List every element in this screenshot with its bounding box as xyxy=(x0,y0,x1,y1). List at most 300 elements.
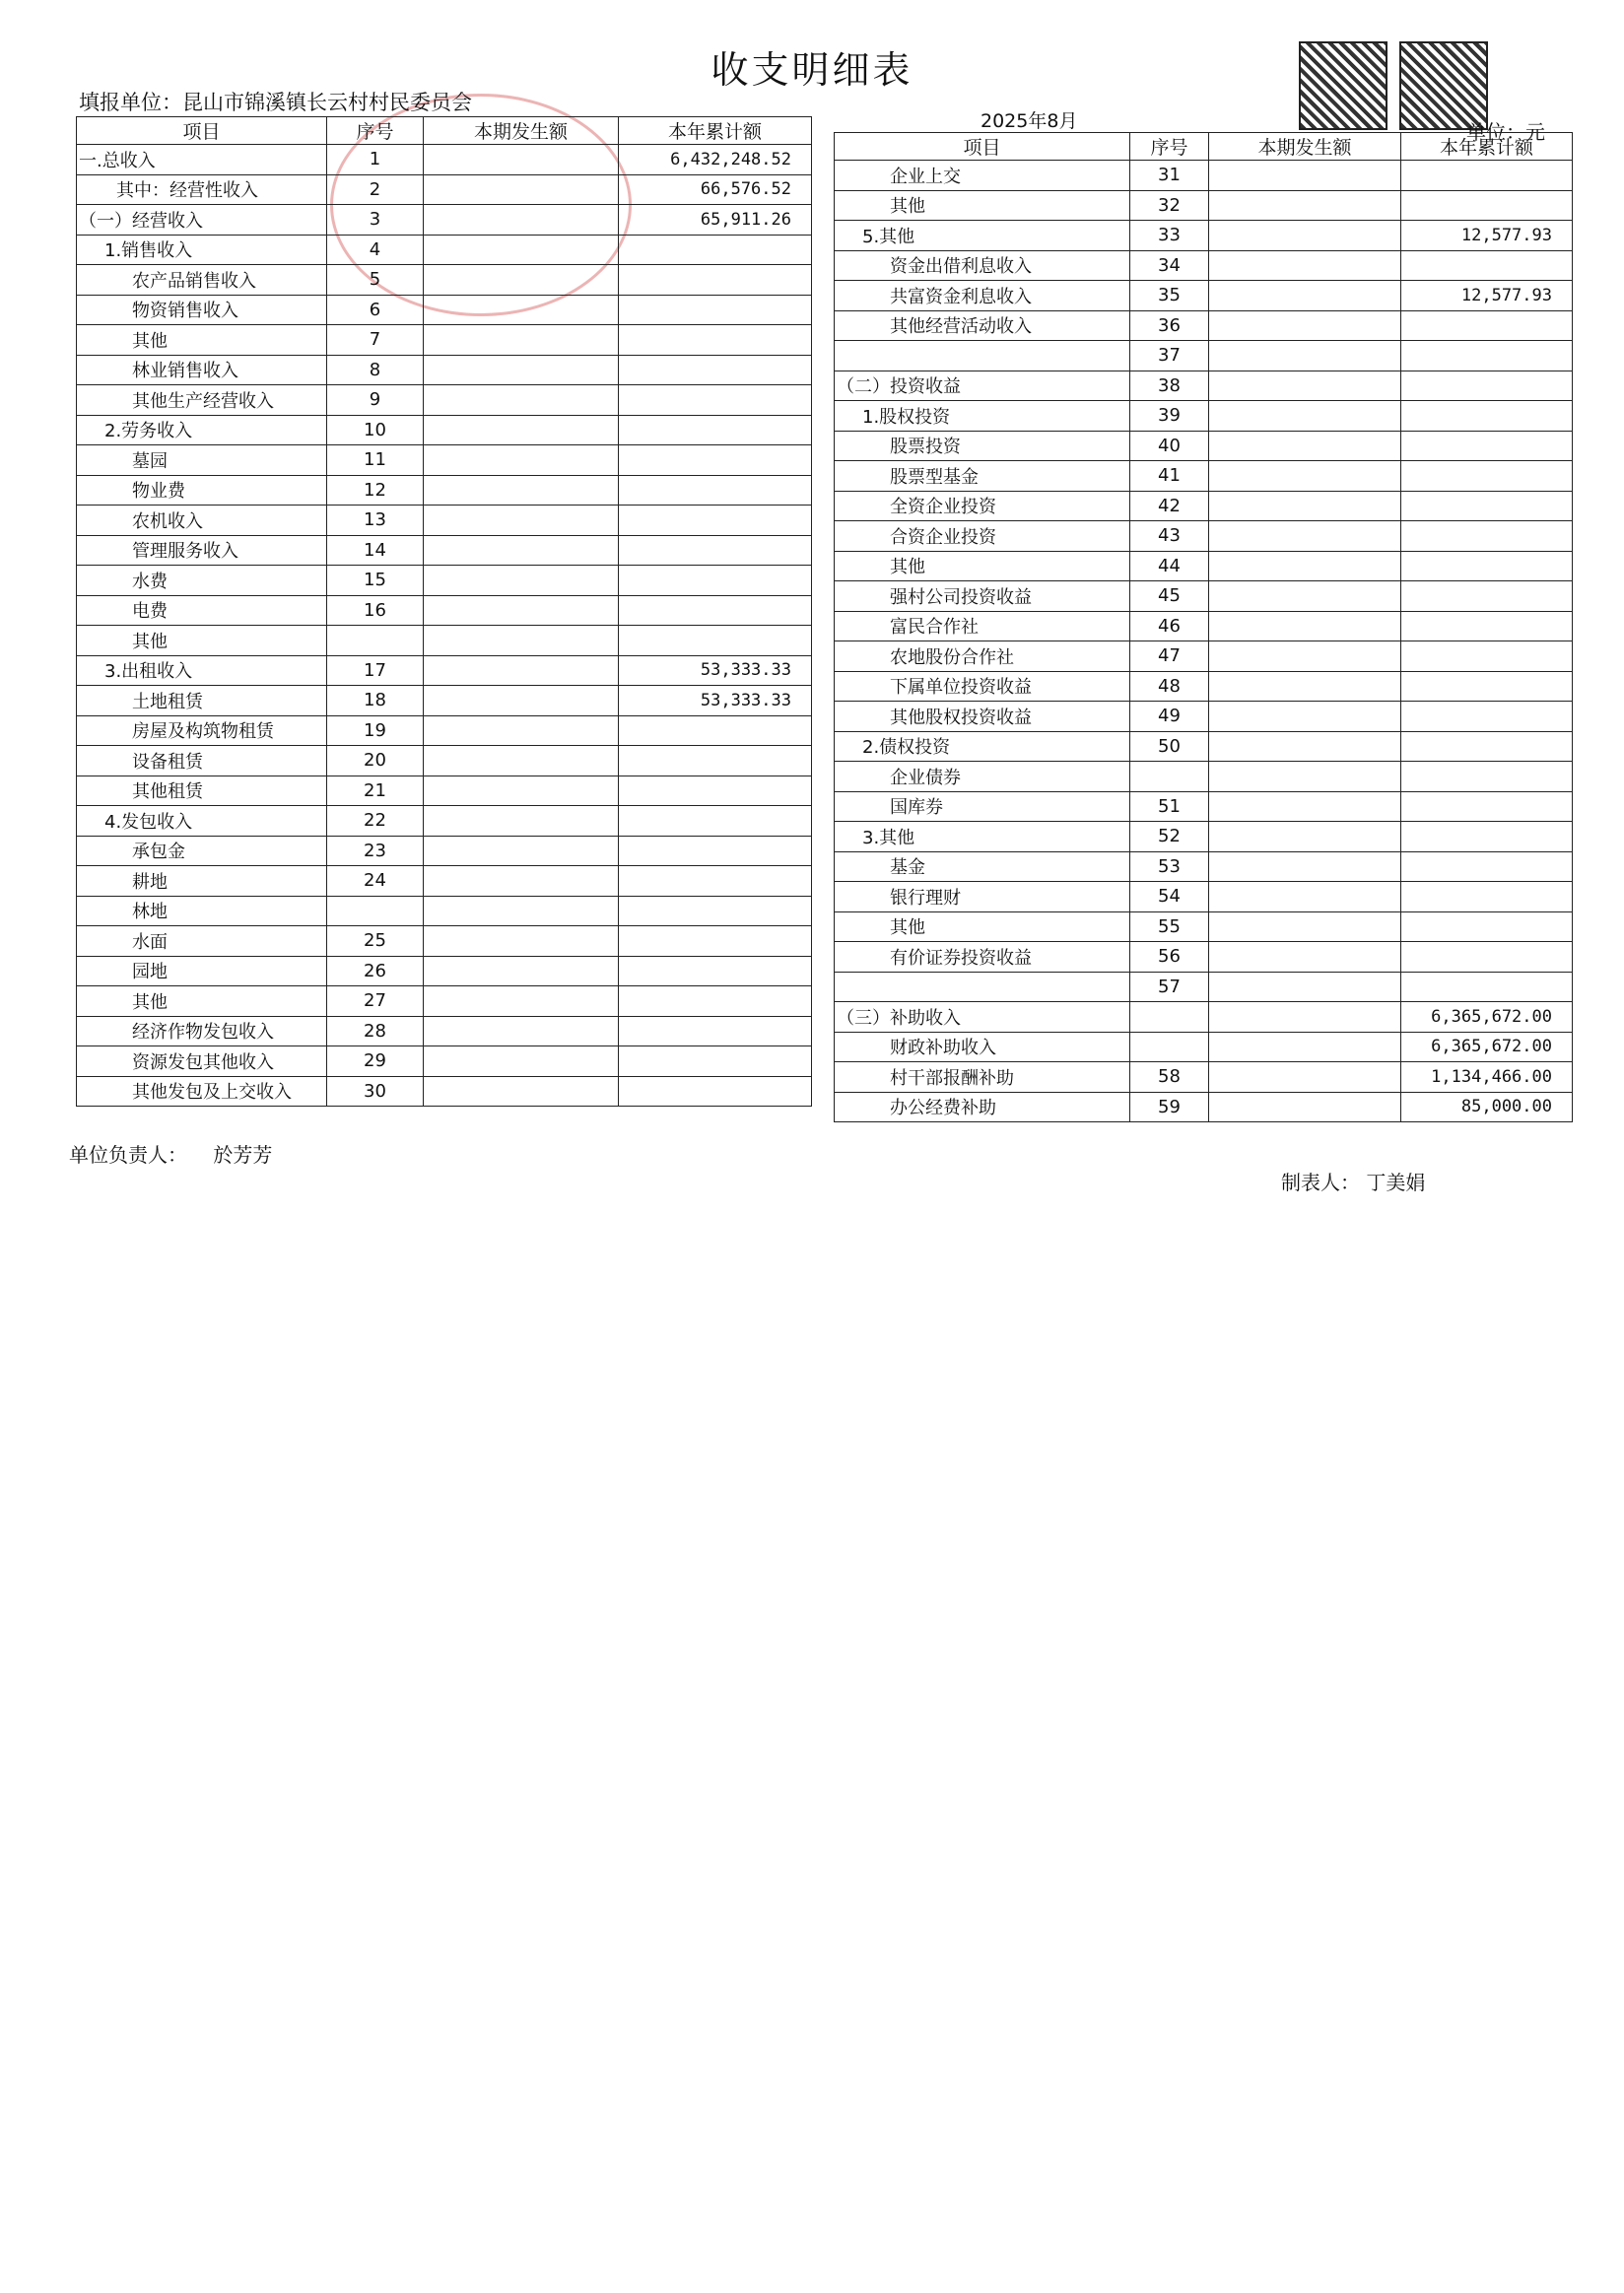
row-item: 承包金 xyxy=(77,836,327,866)
row-item: （三）补助收入 xyxy=(835,1002,1130,1033)
row-current xyxy=(1209,641,1401,672)
row-seq: 48 xyxy=(1130,671,1209,702)
table-row xyxy=(77,1046,812,1077)
row-current xyxy=(1209,851,1401,882)
right-income-table xyxy=(834,132,1573,1122)
row-current xyxy=(424,686,619,716)
table-row xyxy=(835,250,1573,281)
row-item: 合资企业投资 xyxy=(835,521,1130,552)
table-row xyxy=(835,521,1573,552)
row-item: 基金 xyxy=(835,851,1130,882)
row-ytd xyxy=(619,836,812,866)
row-item: 农产品销售收入 xyxy=(77,265,327,296)
row-current xyxy=(1209,521,1401,552)
row-ytd xyxy=(1401,972,1573,1002)
row-item: 全资企业投资 xyxy=(835,491,1130,521)
header-item: 项目 xyxy=(77,117,327,145)
row-item: 其他发包及上交收入 xyxy=(77,1076,327,1107)
row-seq: 42 xyxy=(1130,491,1209,521)
row-current xyxy=(424,986,619,1017)
row-ytd xyxy=(619,626,812,656)
row-current xyxy=(1209,491,1401,521)
row-item: 下属单位投资收益 xyxy=(835,671,1130,702)
row-current xyxy=(1209,1062,1401,1093)
row-current xyxy=(1209,551,1401,581)
row-ytd xyxy=(1401,581,1573,612)
row-item: 其他生产经营收入 xyxy=(77,385,327,416)
row-ytd xyxy=(1401,762,1573,792)
row-current xyxy=(424,235,619,265)
header-ytd: 本年累计额 xyxy=(1401,133,1573,161)
table-row xyxy=(77,956,812,986)
row-current xyxy=(1209,882,1401,912)
row-ytd xyxy=(1401,401,1573,432)
maker-label: 制表人： xyxy=(1281,1171,1360,1194)
row-current xyxy=(424,445,619,476)
row-item: 林业销售收入 xyxy=(77,355,327,385)
header-current: 本期发生额 xyxy=(424,117,619,145)
row-ytd xyxy=(1401,702,1573,732)
table-row xyxy=(77,595,812,626)
row-current xyxy=(424,1046,619,1077)
row-ytd xyxy=(1401,791,1573,822)
table-row xyxy=(835,942,1573,973)
row-current xyxy=(1209,1032,1401,1062)
row-seq: 3 xyxy=(327,205,424,236)
row-item: 股票投资 xyxy=(835,431,1130,461)
row-ytd: 53,333.33 xyxy=(619,686,812,716)
reporting-unit: 填报单位：昆山市锦溪镇长云村村民委员会 xyxy=(79,91,472,114)
row-current xyxy=(424,325,619,356)
row-seq: 57 xyxy=(1130,972,1209,1002)
row-ytd xyxy=(619,265,812,296)
row-item: 其他 xyxy=(835,551,1130,581)
row-seq: 44 xyxy=(1130,551,1209,581)
table-row xyxy=(77,746,812,776)
row-ytd xyxy=(619,535,812,566)
row-item: 办公经费补助 xyxy=(835,1092,1130,1122)
row-item: 房屋及构筑物租赁 xyxy=(77,715,327,746)
row-ytd: 1,134,466.00 xyxy=(1401,1062,1573,1093)
table-row xyxy=(835,1092,1573,1122)
row-ytd xyxy=(1401,371,1573,401)
row-current xyxy=(424,776,619,806)
row-seq: 55 xyxy=(1130,911,1209,942)
row-ytd xyxy=(1401,161,1573,191)
row-seq: 7 xyxy=(327,325,424,356)
table-row xyxy=(77,475,812,506)
row-item: 有价证券投资收益 xyxy=(835,942,1130,973)
row-ytd xyxy=(619,926,812,957)
row-item: 水面 xyxy=(77,926,327,957)
table-row xyxy=(77,626,812,656)
row-seq: 29 xyxy=(327,1046,424,1077)
row-seq: 18 xyxy=(327,686,424,716)
row-ytd xyxy=(1401,431,1573,461)
row-ytd: 53,333.33 xyxy=(619,655,812,686)
row-current xyxy=(1209,822,1401,852)
row-current xyxy=(424,866,619,897)
row-item: 其他 xyxy=(77,986,327,1017)
table-row xyxy=(835,461,1573,492)
row-seq: 30 xyxy=(327,1076,424,1107)
row-ytd xyxy=(1401,822,1573,852)
row-seq: 40 xyxy=(1130,431,1209,461)
table-row xyxy=(77,265,812,296)
table-row xyxy=(77,325,812,356)
table-row xyxy=(835,851,1573,882)
row-current xyxy=(1209,281,1401,311)
row-item: 农地股份合作社 xyxy=(835,641,1130,672)
row-ytd xyxy=(619,445,812,476)
row-current xyxy=(1209,371,1401,401)
table-row xyxy=(835,581,1573,612)
row-item: 物资销售收入 xyxy=(77,295,327,325)
row-current xyxy=(424,506,619,536)
row-item: 4.发包收入 xyxy=(77,806,327,837)
row-item: 3.出租收入 xyxy=(77,655,327,686)
row-seq: 15 xyxy=(327,566,424,596)
row-current xyxy=(424,836,619,866)
row-seq: 20 xyxy=(327,746,424,776)
table-header xyxy=(835,133,1573,161)
row-item: 富民合作社 xyxy=(835,611,1130,641)
qr-code-icon xyxy=(1299,41,1387,130)
row-item: 企业上交 xyxy=(835,161,1130,191)
row-item: 设备租赁 xyxy=(77,746,327,776)
row-current xyxy=(424,806,619,837)
row-seq: 6 xyxy=(327,295,424,325)
row-current xyxy=(424,626,619,656)
row-current xyxy=(424,595,619,626)
row-item: 1.销售收入 xyxy=(77,235,327,265)
header-current: 本期发生额 xyxy=(1209,133,1401,161)
table-row xyxy=(835,641,1573,672)
row-ytd: 6,365,672.00 xyxy=(1401,1002,1573,1033)
row-current xyxy=(424,655,619,686)
table-row xyxy=(77,1016,812,1046)
row-current xyxy=(424,174,619,205)
row-current xyxy=(424,1076,619,1107)
row-ytd xyxy=(1401,942,1573,973)
row-ytd xyxy=(619,715,812,746)
row-item: 财政补助收入 xyxy=(835,1032,1130,1062)
row-ytd: 6,365,672.00 xyxy=(1401,1032,1573,1062)
table-row xyxy=(835,190,1573,221)
row-seq: 32 xyxy=(1130,190,1209,221)
currency-unit: 单位：元 xyxy=(1466,120,1545,144)
row-seq: 51 xyxy=(1130,791,1209,822)
row-current xyxy=(1209,942,1401,973)
row-ytd xyxy=(619,355,812,385)
row-seq: 22 xyxy=(327,806,424,837)
row-seq: 4 xyxy=(327,235,424,265)
row-item: 水费 xyxy=(77,566,327,596)
header-item: 项目 xyxy=(835,133,1130,161)
row-seq: 43 xyxy=(1130,521,1209,552)
row-current xyxy=(424,205,619,236)
row-current xyxy=(424,956,619,986)
row-seq: 21 xyxy=(327,776,424,806)
row-item: 其他 xyxy=(77,325,327,356)
row-ytd xyxy=(619,325,812,356)
row-ytd: 12,577.93 xyxy=(1401,221,1573,251)
row-current xyxy=(1209,911,1401,942)
maker-line xyxy=(1281,1167,1425,1195)
row-ytd xyxy=(1401,190,1573,221)
row-current xyxy=(1209,671,1401,702)
left-income-table xyxy=(76,116,812,1107)
row-seq: 52 xyxy=(1130,822,1209,852)
row-ytd xyxy=(619,866,812,897)
row-current xyxy=(1209,581,1401,612)
row-ytd: 85,000.00 xyxy=(1401,1092,1573,1122)
row-item: 管理服务收入 xyxy=(77,535,327,566)
row-item: 资源发包其他收入 xyxy=(77,1046,327,1077)
row-seq xyxy=(327,626,424,656)
table-row xyxy=(835,1032,1573,1062)
row-seq: 33 xyxy=(1130,221,1209,251)
table-row xyxy=(835,281,1573,311)
row-ytd xyxy=(619,746,812,776)
row-current xyxy=(1209,190,1401,221)
row-item: 股票型基金 xyxy=(835,461,1130,492)
row-ytd xyxy=(1401,611,1573,641)
row-ytd xyxy=(619,1046,812,1077)
row-current xyxy=(424,715,619,746)
row-ytd xyxy=(1401,731,1573,762)
row-seq: 11 xyxy=(327,445,424,476)
row-ytd: 66,576.52 xyxy=(619,174,812,205)
row-seq: 49 xyxy=(1130,702,1209,732)
table-row xyxy=(77,776,812,806)
row-item: 1.股权投资 xyxy=(835,401,1130,432)
row-current xyxy=(1209,310,1401,341)
row-seq: 9 xyxy=(327,385,424,416)
row-seq: 23 xyxy=(327,836,424,866)
row-seq: 31 xyxy=(1130,161,1209,191)
row-seq: 39 xyxy=(1130,401,1209,432)
row-ytd: 65,911.26 xyxy=(619,205,812,236)
row-item: 其他 xyxy=(835,190,1130,221)
row-item: 其他租赁 xyxy=(77,776,327,806)
row-seq: 34 xyxy=(1130,250,1209,281)
table-row xyxy=(835,310,1573,341)
row-seq: 25 xyxy=(327,926,424,957)
table-row xyxy=(77,535,812,566)
row-ytd xyxy=(1401,461,1573,492)
row-ytd xyxy=(1401,250,1573,281)
row-item: 2.债权投资 xyxy=(835,731,1130,762)
row-seq: 35 xyxy=(1130,281,1209,311)
row-ytd xyxy=(619,595,812,626)
row-current xyxy=(424,1016,619,1046)
row-item: 一.总收入 xyxy=(77,145,327,175)
table-row xyxy=(835,371,1573,401)
row-ytd xyxy=(619,506,812,536)
row-seq: 14 xyxy=(327,535,424,566)
signature-line xyxy=(69,1139,272,1168)
row-current xyxy=(424,926,619,957)
table-row xyxy=(835,161,1573,191)
responsible-name: 於芳芳 xyxy=(213,1143,273,1167)
row-seq: 37 xyxy=(1130,341,1209,371)
row-ytd xyxy=(619,956,812,986)
row-seq: 12 xyxy=(327,475,424,506)
table-row xyxy=(835,882,1573,912)
row-ytd xyxy=(619,235,812,265)
row-current xyxy=(1209,1002,1401,1033)
row-seq: 45 xyxy=(1130,581,1209,612)
row-seq: 38 xyxy=(1130,371,1209,401)
row-ytd xyxy=(1401,310,1573,341)
row-current xyxy=(1209,431,1401,461)
page-title: 收支明细表 xyxy=(710,48,914,92)
table-row xyxy=(77,174,812,205)
table-row xyxy=(835,401,1573,432)
row-ytd xyxy=(619,986,812,1017)
table-row xyxy=(835,1002,1573,1033)
row-ytd xyxy=(1401,671,1573,702)
table-row xyxy=(835,702,1573,732)
row-item: 2.劳务收入 xyxy=(77,415,327,445)
row-item xyxy=(835,341,1130,371)
table-row xyxy=(77,655,812,686)
table-row xyxy=(835,341,1573,371)
row-item: 国库券 xyxy=(835,791,1130,822)
table-row xyxy=(835,551,1573,581)
table-row xyxy=(77,205,812,236)
row-seq xyxy=(1130,762,1209,792)
table-row xyxy=(77,385,812,416)
header-seq: 序号 xyxy=(1130,133,1209,161)
row-item xyxy=(835,972,1130,1002)
row-current xyxy=(424,746,619,776)
row-item: 园地 xyxy=(77,956,327,986)
row-item: 物业费 xyxy=(77,475,327,506)
row-current xyxy=(1209,731,1401,762)
table-row xyxy=(835,671,1573,702)
row-seq: 56 xyxy=(1130,942,1209,973)
row-current xyxy=(1209,702,1401,732)
row-item: 银行理财 xyxy=(835,882,1130,912)
responsible-label: 单位负责人： xyxy=(69,1143,187,1167)
row-seq: 54 xyxy=(1130,882,1209,912)
table-row xyxy=(835,611,1573,641)
row-item: 农机收入 xyxy=(77,506,327,536)
row-item: 3.其他 xyxy=(835,822,1130,852)
row-item: 林地 xyxy=(77,896,327,926)
row-seq: 19 xyxy=(327,715,424,746)
table-row xyxy=(77,355,812,385)
table-row xyxy=(835,822,1573,852)
row-item: 5.其他 xyxy=(835,221,1130,251)
row-seq: 13 xyxy=(327,506,424,536)
row-seq: 24 xyxy=(327,866,424,897)
row-ytd xyxy=(619,896,812,926)
table-row xyxy=(77,445,812,476)
row-ytd xyxy=(619,1016,812,1046)
row-current xyxy=(1209,611,1401,641)
table-row xyxy=(77,1076,812,1107)
table-row xyxy=(835,762,1573,792)
row-seq: 50 xyxy=(1130,731,1209,762)
row-seq: 46 xyxy=(1130,611,1209,641)
row-ytd xyxy=(1401,491,1573,521)
table-row xyxy=(835,791,1573,822)
table-row xyxy=(77,896,812,926)
row-ytd xyxy=(619,776,812,806)
row-ytd xyxy=(619,385,812,416)
row-current xyxy=(424,295,619,325)
row-seq: 47 xyxy=(1130,641,1209,672)
table-row xyxy=(77,986,812,1017)
row-seq: 28 xyxy=(327,1016,424,1046)
row-ytd xyxy=(619,1076,812,1107)
row-seq: 27 xyxy=(327,986,424,1017)
row-seq xyxy=(1130,1032,1209,1062)
row-item: 共富资金利息收入 xyxy=(835,281,1130,311)
table-row xyxy=(77,566,812,596)
row-item: 墓园 xyxy=(77,445,327,476)
row-item: 其他 xyxy=(835,911,1130,942)
row-current xyxy=(424,385,619,416)
header-ytd: 本年累计额 xyxy=(619,117,812,145)
row-seq: 26 xyxy=(327,956,424,986)
report-period: 2025年8月 xyxy=(981,110,1078,132)
table-row xyxy=(835,731,1573,762)
row-seq xyxy=(1130,1002,1209,1033)
table-header xyxy=(77,117,812,145)
row-seq: 58 xyxy=(1130,1062,1209,1093)
row-current xyxy=(1209,1092,1401,1122)
row-current xyxy=(1209,161,1401,191)
row-seq: 53 xyxy=(1130,851,1209,882)
row-ytd xyxy=(1401,641,1573,672)
row-item: 强村公司投资收益 xyxy=(835,581,1130,612)
row-item: 其他经营活动收入 xyxy=(835,310,1130,341)
table-row xyxy=(835,911,1573,942)
row-seq: 36 xyxy=(1130,310,1209,341)
row-ytd xyxy=(619,475,812,506)
row-seq: 10 xyxy=(327,415,424,445)
table-row xyxy=(77,235,812,265)
row-item: 经济作物发包收入 xyxy=(77,1016,327,1046)
row-item: 电费 xyxy=(77,595,327,626)
row-current xyxy=(1209,791,1401,822)
row-ytd xyxy=(1401,911,1573,942)
row-ytd xyxy=(619,566,812,596)
row-item: 其他 xyxy=(77,626,327,656)
row-ytd: 12,577.93 xyxy=(1401,281,1573,311)
row-seq: 2 xyxy=(327,174,424,205)
row-ytd xyxy=(1401,551,1573,581)
table-row xyxy=(835,491,1573,521)
table-row xyxy=(77,415,812,445)
row-current xyxy=(424,415,619,445)
header-seq: 序号 xyxy=(327,117,424,145)
row-current xyxy=(1209,461,1401,492)
row-seq: 16 xyxy=(327,595,424,626)
row-current xyxy=(424,475,619,506)
row-seq: 5 xyxy=(327,265,424,296)
row-current xyxy=(424,535,619,566)
row-ytd xyxy=(619,295,812,325)
table-row xyxy=(77,836,812,866)
row-item: 其中：经营性收入 xyxy=(77,174,327,205)
row-item: 其他股权投资收益 xyxy=(835,702,1130,732)
row-current xyxy=(424,896,619,926)
